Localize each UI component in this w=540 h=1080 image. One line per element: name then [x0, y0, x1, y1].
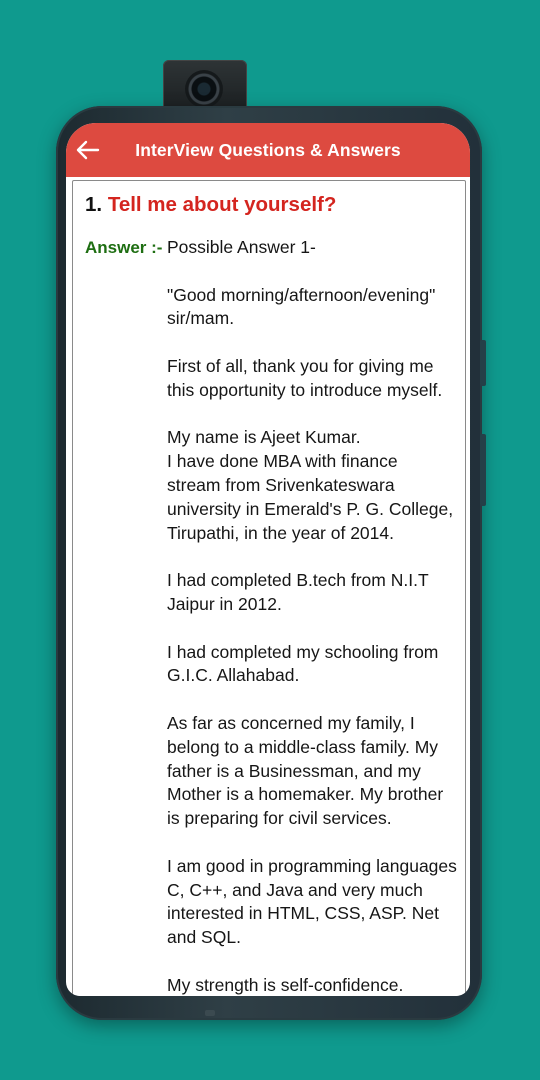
answer-paragraph: I had completed B.tech from N.I.T Jaipur in 2012. [167, 570, 429, 614]
answer-paragraph: I am good in programming languages C, C++, and Java and very much interested in HTML, CSS, ASP. Net and SQL. [167, 855, 457, 948]
app-bar [66, 123, 470, 177]
answer-paragraph: As far as concerned my family, I belong to a middle-class family. My father is a Businessman, and my Mother is a homemaker. My brother is preparing for civil services. [167, 712, 444, 829]
answer-paragraph: I had completed my schooling from G.I.C. Allahabad. [167, 641, 439, 686]
speaker-grille [205, 1010, 215, 1016]
app-bar-title: InterView Questions & Answers [135, 140, 401, 160]
answer-paragraph: "Good morning/afternoon/evening" sir/mam. [167, 284, 436, 329]
popup-camera [163, 60, 247, 112]
question-heading [85, 193, 336, 217]
question-text: Tell me about yourself? [107, 193, 337, 216]
app-screen [66, 123, 470, 996]
answer-label: Answer :- [85, 238, 163, 257]
camera-lens-icon [185, 70, 223, 108]
answer-paragraph: My strength is self-confidence. [167, 974, 404, 995]
answer-paragraph: First of all, thank you for giving me this opportunity to introduce myself. [167, 355, 443, 400]
answer-paragraph: Possible Answer 1- [167, 237, 316, 257]
volume-button [480, 340, 486, 386]
answer-body [167, 236, 467, 996]
answer-paragraph: My name is Ajeet Kumar. I have done MBA with finance stream from Srivenkateswara university in Emerald's P. G. College, Tirupathi, in the year of 2014. [167, 427, 454, 543]
qa-card[interactable] [72, 180, 466, 996]
question-number: 1. [85, 193, 103, 216]
power-button [480, 434, 486, 506]
